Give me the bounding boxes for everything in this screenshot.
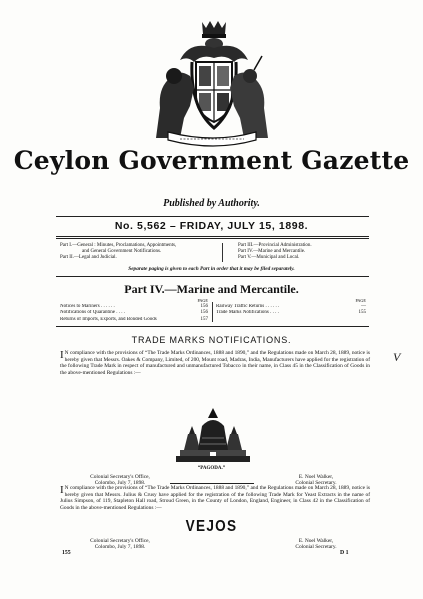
part-entry: Part IV.—Marine and Mercantile. bbox=[238, 249, 306, 255]
royal-coat-of-arms-emblem bbox=[150, 18, 274, 150]
gazette-subtitle: Published by Authority. bbox=[163, 198, 260, 209]
divider bbox=[56, 326, 369, 327]
divider bbox=[170, 483, 254, 484]
office-line: Colonial Secretary's Office, bbox=[90, 538, 150, 544]
vejos-trade-mark: VEJOS bbox=[185, 518, 238, 535]
signatory-name: E. Noel Walker, bbox=[298, 538, 334, 544]
divider bbox=[56, 276, 369, 277]
drop-cap: I bbox=[60, 484, 64, 496]
pagoda-caption: “PAGODA.” bbox=[197, 466, 226, 471]
signature-signatory-2 bbox=[266, 538, 366, 551]
divider bbox=[56, 238, 369, 239]
pagoda-trade-mark-illustration bbox=[170, 408, 256, 466]
contents-page: — bbox=[361, 304, 366, 310]
contents-label: Returns of Imports, Exports, and Bonded Goods bbox=[60, 316, 157, 322]
page-column-header: PAGE bbox=[197, 298, 208, 303]
trade-marks-heading: TRADE MARKS NOTIFICATIONS. bbox=[131, 335, 292, 345]
contents-page: 156 bbox=[200, 310, 208, 316]
date-line: Colombo, July 7, 1898. bbox=[94, 544, 146, 551]
drop-cap: I bbox=[60, 349, 64, 361]
notice-text: N compliance with the provisions of “The Trade Marks Ordinances, 1888 and 1890,” and the Regulations made on March 28, 1889, notice is hereby given that Messrs. Oakes & Company, Limited, of 200, Mount road, Madras, India, Manufacturers have applied for the registration of the following Trade Mark in respect of manufactured and unmanufactured Tobacco in their name, in Class 45 in the Classification of Goods in the above-mentioned Regulations :— bbox=[60, 350, 370, 376]
divider bbox=[56, 216, 369, 217]
separate-paging-note: Separate paging is given to each Part in order that it may be filed separately. bbox=[128, 266, 295, 272]
part-entry: Part I.—General : Minutes, Proclamations, Appointments, bbox=[60, 243, 177, 248]
signature-office-2 bbox=[70, 538, 170, 551]
contents-label: Notifications of Quarantine . . . . bbox=[60, 310, 125, 316]
contents-label: Trade Marks Notifications . . . . bbox=[216, 310, 279, 316]
contents-label: Railway Traffic Returns . . . . . . bbox=[216, 304, 280, 310]
parts-list-left bbox=[60, 243, 210, 262]
issue-line: No. 5,562 – FRIDAY, JULY 15, 1898. bbox=[114, 220, 309, 232]
contents-label: Notices to Mariners . . . . . . bbox=[60, 304, 115, 310]
office-line: Colonial Secretary's Office, bbox=[90, 474, 150, 480]
contents-page: 157 bbox=[200, 316, 208, 322]
part-entry: Part II.—Legal and Judicial. bbox=[60, 255, 117, 261]
part-entry: and General Government Notifications. bbox=[82, 249, 162, 255]
divider bbox=[56, 236, 369, 237]
contents-row bbox=[60, 317, 208, 323]
contents-divider bbox=[212, 302, 213, 322]
trade-mark-notice-1 bbox=[60, 350, 370, 376]
trade-mark-notice-2 bbox=[60, 485, 370, 511]
contents-row bbox=[216, 310, 366, 316]
part-entry: Part V.—Municipal and Local. bbox=[238, 255, 300, 261]
parts-divider bbox=[222, 243, 223, 262]
part-heading bbox=[0, 282, 423, 297]
signatory-title: Colonial Secretary. bbox=[295, 480, 337, 487]
margin-tick-mark: V bbox=[393, 350, 401, 364]
page-column-header: PAGE bbox=[355, 298, 366, 303]
parts-list-right bbox=[238, 243, 378, 262]
contents-left bbox=[60, 298, 208, 323]
signatory-name: E. Noel Walker, bbox=[298, 474, 334, 480]
page-number: 155 bbox=[62, 550, 71, 556]
signatory-title: Colonial Secretary. bbox=[295, 544, 337, 551]
contents-page: 156 bbox=[200, 304, 208, 310]
date-line: Colombo, July 7, 1898. bbox=[94, 480, 146, 487]
gazette-title: Ceylon Government Gazette bbox=[13, 146, 410, 175]
sheet-code: D 1 bbox=[340, 550, 349, 556]
part-entry: Part III.—Provincial Administration. bbox=[238, 243, 312, 248]
notice-text: N compliance with the provisions of “The Trade Marks Ordinances, 1888 and 1890,” and the Regulations made on March 28, 1889, notice is hereby given that Messrs. Julius & Crusy have applied for the registration of the following Trade Mark for Yeast Extracts in the name of Julius Simpson, of 119, Stapleton Hall road, Stroud Green, in the County of London, England, Engineer, in Class 42 in the Classification of Goods in the above-mentioned Regulations :— bbox=[60, 485, 370, 511]
contents-right bbox=[216, 298, 366, 317]
contents-page: 155 bbox=[358, 310, 366, 316]
part-heading-text: Part IV.—Marine and Mercantile. bbox=[124, 282, 299, 296]
